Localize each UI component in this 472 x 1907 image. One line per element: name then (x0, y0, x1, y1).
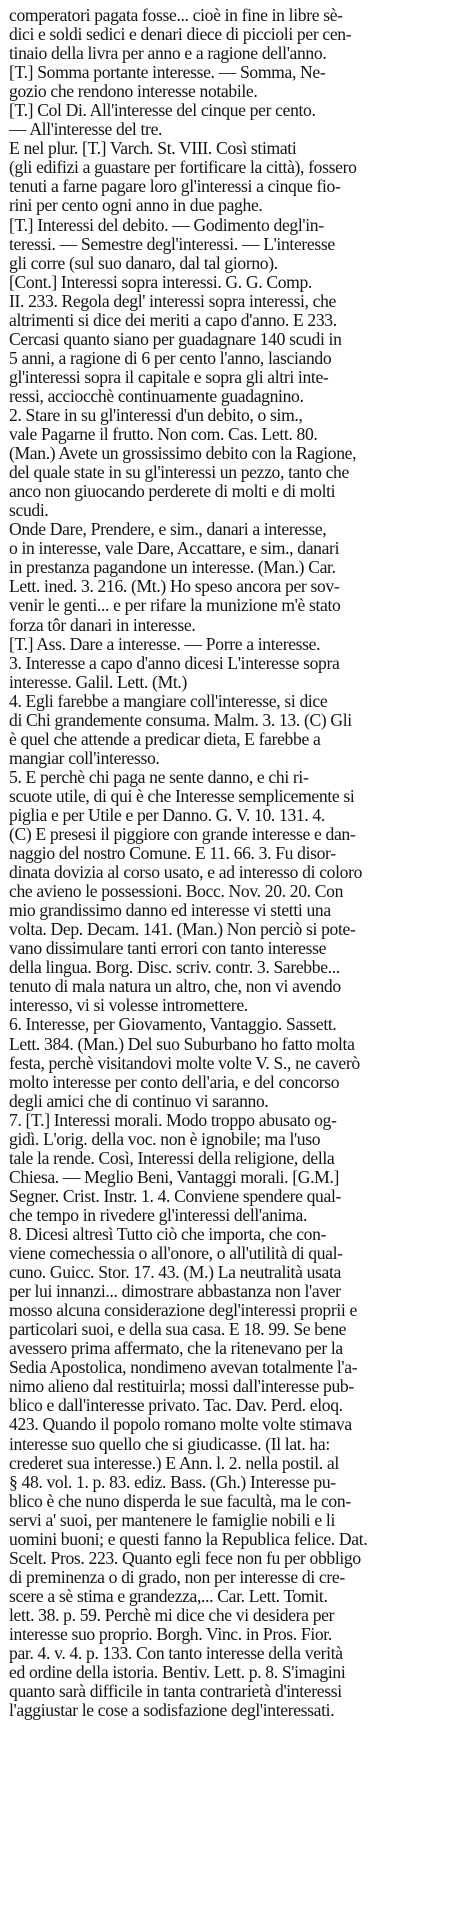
text-line: rini per cento ogni anno in due paghe. (9, 196, 263, 216)
text-line: Cercasi quanto siano per guadagnare 140 scudi in (9, 329, 342, 349)
text-line: quanto sarà difficile in tanta contrarietà d'interessi (9, 1682, 342, 1702)
text-line: cuno. Guicc. Stor. 17. 43. (M.) La neutralità usata (9, 1263, 341, 1283)
dictionary-text-column (9, 6, 460, 1720)
text-line: gli corre (sul suo danaro, dal tal giorno). (9, 253, 278, 273)
text-line: naggio del nostro Comune. E 11. 66. 3. Fu disor- (9, 844, 336, 864)
text-line: 423. Quando il popolo romano molte volte stimava (9, 1415, 352, 1435)
text-line: 2. Stare in su gl'interessi d'un debito, o sim., (9, 405, 303, 425)
text-line: § 48. vol. 1. p. 83. ediz. Bass. (Gh.) Interesse pu- (9, 1472, 336, 1492)
text-line: E nel plur. [T.] Varch. St. VIII. Così stimati (9, 139, 297, 159)
text-line: Segner. Crist. Instr. 1. 4. Conviene spendere qual- (9, 1186, 342, 1206)
text-line: piglia e per Utile e per Danno. G. V. 10. 131. 4. (9, 805, 325, 825)
text-line: 8. Dicesi altresì Tutto ciò che importa, che con- (9, 1225, 327, 1244)
text-line: servi a' suoi, per mantenere le famiglie nobili e li (9, 1510, 335, 1530)
text-line: molto interesse per conto dell'aria, e del concorso (9, 1072, 340, 1092)
text-line: mio grandissimo danno ed interesse vi stetti una (9, 901, 331, 921)
text-line: venir le genti... e per rifare la munizione m'è stato (9, 596, 341, 616)
text-line: crederet sua interesse.) E Ann. l. 2. nella postil. al (9, 1453, 339, 1473)
text-line: scuote utile, di qui è che Interesse semplicemente si (9, 786, 355, 806)
text-line: mosso alcuna considerazione degl'interessi proprii e (9, 1301, 357, 1321)
text-line: 5 anni, a ragione di 6 per cento l'anno, lasciando (9, 348, 332, 368)
text-line: degli amici che di continuo vi saranno. (9, 1091, 269, 1111)
text-line: scudi. (9, 501, 49, 521)
text-line: viene comechessia o all'onore, o all'utilità di qual- (9, 1244, 343, 1264)
text-line: 7. [T.] Interessi morali. Modo troppo abusato og- (9, 1110, 337, 1130)
text-line: o in interesse, vale Dare, Accattare, e sim., danari (9, 539, 340, 559)
text-line: interesse suo proprio. Borgh. Vinc. in Pros. Fior. (9, 1624, 332, 1644)
text-line: [T.] Interessi del debito. — Godimento degl'in- (9, 215, 324, 235)
text-line: — All'interesse del tre. (9, 120, 163, 140)
text-line: Sedia Apostolica, nondimeno avevan totalmente l'a- (9, 1358, 358, 1378)
text-line: gidì. L'orig. della voc. non è ignobile; ma l'uso (9, 1129, 321, 1149)
text-line: 3. Interesse a capo d'anno dicesi L'interesse sopra (9, 653, 340, 673)
text-line: tale la rende. Così, Interessi della religione, della (9, 1148, 335, 1168)
text-line: mangiar coll'interesso. (9, 748, 160, 768)
text-line: volta. Dep. Decam. 141. (Man.) Non perciò si pote- (9, 920, 356, 940)
text-line: ed ordine della istoria. Bentiv. Lett. p. 8. S'imagini (9, 1663, 346, 1683)
text-line: [T.] Somma portante interesse. — Somma, Ne- (9, 63, 326, 83)
text-line: Onde Dare, Prendere, e sim., danari a interesse, (9, 520, 327, 540)
text-line: 6. Interesse, per Giovamento, Vantaggio. Sassett. (9, 1015, 337, 1035)
text-line: della lingua. Borg. Disc. scriv. contr. 3. Sarebbe... (9, 958, 340, 978)
text-line: [T.] Col Di. All'interesse del cinque per cento. (9, 101, 316, 121)
text-line: blico è che nuno disperda le sue facultà, ma le con- (9, 1491, 351, 1511)
text-line: è quel che attende a predicar dieta, E farebbe a (9, 729, 321, 749)
text-line: festa, perchè visitandovi molte volte V. S., ne caverò (9, 1053, 360, 1073)
text-line: tinaio della livra per anno e a ragione dell'anno. (9, 44, 327, 64)
text-line: in prestanza pagandone un interesse. (Man.) Car. (9, 558, 336, 578)
text-line: teressi. — Semestre degl'interessi. — L'interesse (9, 234, 335, 254)
text-line: interesse. Galil. Lett. (Mt.) (9, 672, 187, 692)
text-line: vano dissimulare tanti errori con tanto interesse (9, 939, 327, 959)
text-line: (C) E presesi il piggiore con grande interesse e dan- (9, 825, 356, 845)
text-line: vale Pagarne il frutto. Non com. Cas. Lett. 80. (9, 425, 318, 445)
text-line: di preminenza o di grado, non per interesse di cre- (9, 1567, 345, 1587)
text-line: gl'interessi sopra il capitale e sopra gli altri inte- (9, 367, 329, 387)
text-line: per lui innanzi... dimostrare abbastanza non l'aver (9, 1282, 341, 1302)
text-line: tenuto di mala natura un altro, che, non vi avendo (9, 977, 341, 997)
text-line: interesse suo quello che si giudicasse. (Il lat. ha: (9, 1434, 330, 1454)
text-line: forza tôr danari in interesse. (9, 615, 196, 635)
text-line: blico e dall'interesse privato. Tac. Dav. Perd. eloq. (9, 1396, 343, 1416)
text-line: particolari suoi, e della sua casa. E 18. 99. Se bene (9, 1320, 347, 1340)
text-line: che avieno le possessioni. Bocc. Nov. 20. 20. Con (9, 882, 344, 902)
text-line: 4. Egli farebbe a mangiare coll'interesse, si dice (9, 691, 328, 711)
text-line: [T.] Ass. Dare a interesse. — Porre a interesse. (9, 634, 321, 654)
text-line: Lett. 384. (Man.) Del suo Suburbano ho fatto molta (9, 1034, 355, 1054)
text-line: II. 233. Regola degl' interessi sopra interessi, che (9, 291, 336, 311)
text-line: (Man.) Avete un grossissimo debito con la Ragione, (9, 444, 357, 464)
text-line: di Chi grandemente consuma. Malm. 3. 13. (C) Gli (9, 710, 352, 730)
text-line: scere a sè stima e grandezza,... Car. Lett. Tomit. (9, 1586, 328, 1606)
text-line: anco non giuocando perderete di molti e di molti (9, 482, 336, 502)
text-line: del quale state in su gl'interessi un pezzo, tanto che (9, 463, 349, 483)
text-line: dici e soldi sedici e denari diece di piccioli per cen- (9, 25, 352, 45)
text-line: interesso, vi si volesse intromettere. (9, 996, 248, 1016)
text-line: tenuti a farne pagare loro gl'interessi a cinque fio- (9, 177, 341, 197)
text-line: avessero prima affermato, che la ritenevano per la (9, 1339, 343, 1359)
text-line: nimo alieno dal restituirla; mossi dall'interesse pub- (9, 1377, 354, 1397)
text-line: gozio che rendono interesse notabile. (9, 82, 258, 102)
text-line: l'aggiustar le cose a sodisfazione degl'interessati. (9, 1701, 335, 1721)
text-line: [Cont.] Interessi sopra interessi. G. G. Comp. (9, 272, 312, 292)
text-line: ressi, acciocchè continuamente guadagnino. (9, 386, 304, 406)
text-line: altrimenti si dice dei meriti a capo d'anno. E 233. (9, 310, 337, 330)
text-line: che tempo in rivedere gl'interessi dell'anima. (9, 1205, 308, 1225)
text-line: (gli edifizi a guastare per fortificare la città), fossero (9, 158, 357, 178)
text-line: uomini buoni; e questi fanno la Republica felice. Dat. (9, 1529, 368, 1549)
text-line: 5. E perchè chi paga ne sente danno, e chi ri- (9, 767, 309, 787)
text-line: par. 4. v. 4. p. 133. Con tanto interesse della verità (9, 1644, 343, 1664)
text-line: lett. 38. p. 59. Perchè mi dice che vi desidera per (9, 1605, 335, 1625)
text-line: Chiesa. — Meglio Beni, Vantaggi morali. [G.M.] (9, 1167, 340, 1187)
text-line: dinata dovizia al corso usato, e ad interesso di coloro (9, 863, 363, 883)
text-line: comperatori pagata fosse... cioè in fine in libre sè- (9, 6, 343, 25)
text-line: Scelt. Pros. 223. Quanto egli fece non fu per obbligo (9, 1548, 361, 1568)
text-line: Lett. ined. 3. 216. (Mt.) Ho speso ancora per sov- (9, 577, 340, 597)
